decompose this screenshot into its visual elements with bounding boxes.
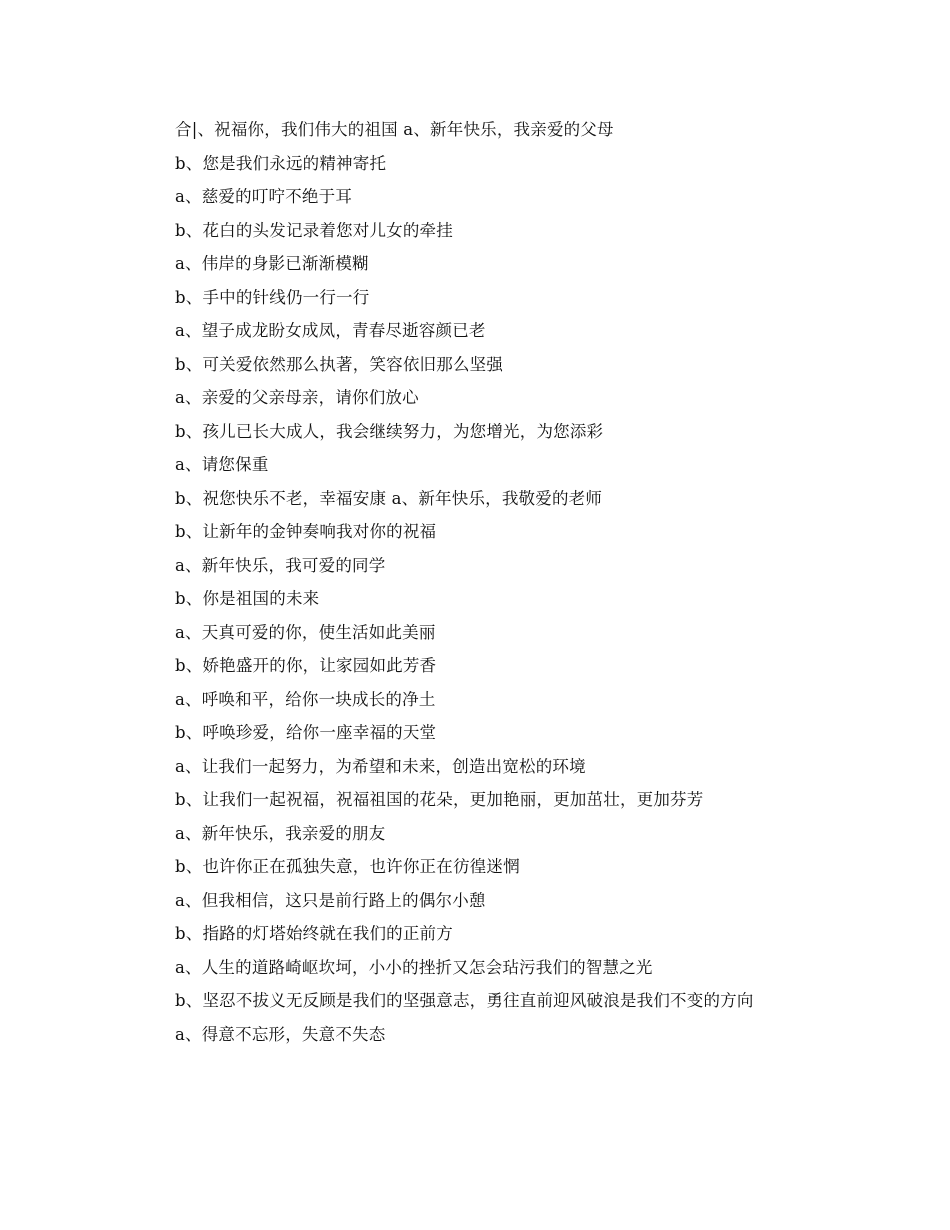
text-line: b、呼唤珍爱，给你一座幸福的天堂	[175, 723, 437, 742]
text-line: a、让我们一起努力，为希望和未来，创造出宽松的环境	[175, 756, 586, 776]
text-line: a、慈爱的叮咛不绝于耳	[175, 187, 353, 206]
text-line: b、让我们一起祝福，祝福祖国的花朵，更加艳丽，更加茁壮，更加芬芳	[175, 790, 704, 809]
text-line: a、新年快乐，我可爱的同学	[175, 555, 386, 575]
text-line: a、望子成龙盼女成凤，青春尽逝容颜已老	[175, 321, 486, 340]
text-line: b、您是我们永远的精神寄托	[175, 153, 387, 173]
text-line: b、也许你正在孤独失意，也许你正在彷徨迷惘	[175, 857, 520, 876]
text-line: b、你是祖国的未来	[175, 589, 320, 608]
text-line: a、亲爱的父亲母亲，请你们放心	[175, 388, 419, 407]
text-line: a、天真可爱的你，使生活如此美丽	[175, 622, 436, 642]
text-line: b、让新年的金钟奏响我对你的祝福	[175, 522, 437, 541]
text-line: a、新年快乐，我亲爱的朋友	[175, 823, 386, 843]
text-line: b、娇艳盛开的你，让家园如此芳香	[175, 656, 437, 675]
text-line: b、可关爱依然那么执著，笑容依旧那么坚强	[175, 354, 504, 374]
text-line: a、伟岸的身影已渐渐模糊	[175, 254, 369, 273]
text-line: a、得意不忘形，失意不失态	[175, 1024, 386, 1044]
text-line: a、请您保重	[175, 455, 269, 474]
text-line: a、人生的道路崎岖坎坷，小小的挫折又怎会玷污我们的智慧之光	[175, 957, 653, 977]
text-line: a、但我相信，这只是前行路上的偶尔小憩	[175, 890, 486, 910]
text-line: 合|、祝福你，我们伟大的祖国 a、新年快乐，我亲爱的父母	[175, 120, 614, 139]
text-line: a、呼唤和平，给你一块成长的净土	[175, 689, 436, 709]
document-body	[140, 113, 820, 1051]
text-line: b、花白的头发记录着您对儿女的牵挂	[175, 220, 453, 240]
text-line: b、指路的灯塔始终就在我们的正前方	[175, 924, 453, 943]
text-line: b、坚忍不拔义无反顾是我们的坚强意志，勇往直前迎风破浪是我们不变的方向	[175, 991, 754, 1010]
text-line: b、孩儿已长大成人，我会继续努力，为您增光，为您添彩	[175, 421, 604, 441]
text-line: b、祝您快乐不老，幸福安康 a、新年快乐，我敬爱的老师	[175, 488, 603, 508]
text-line: b、手中的针线仍一行一行	[175, 287, 370, 307]
